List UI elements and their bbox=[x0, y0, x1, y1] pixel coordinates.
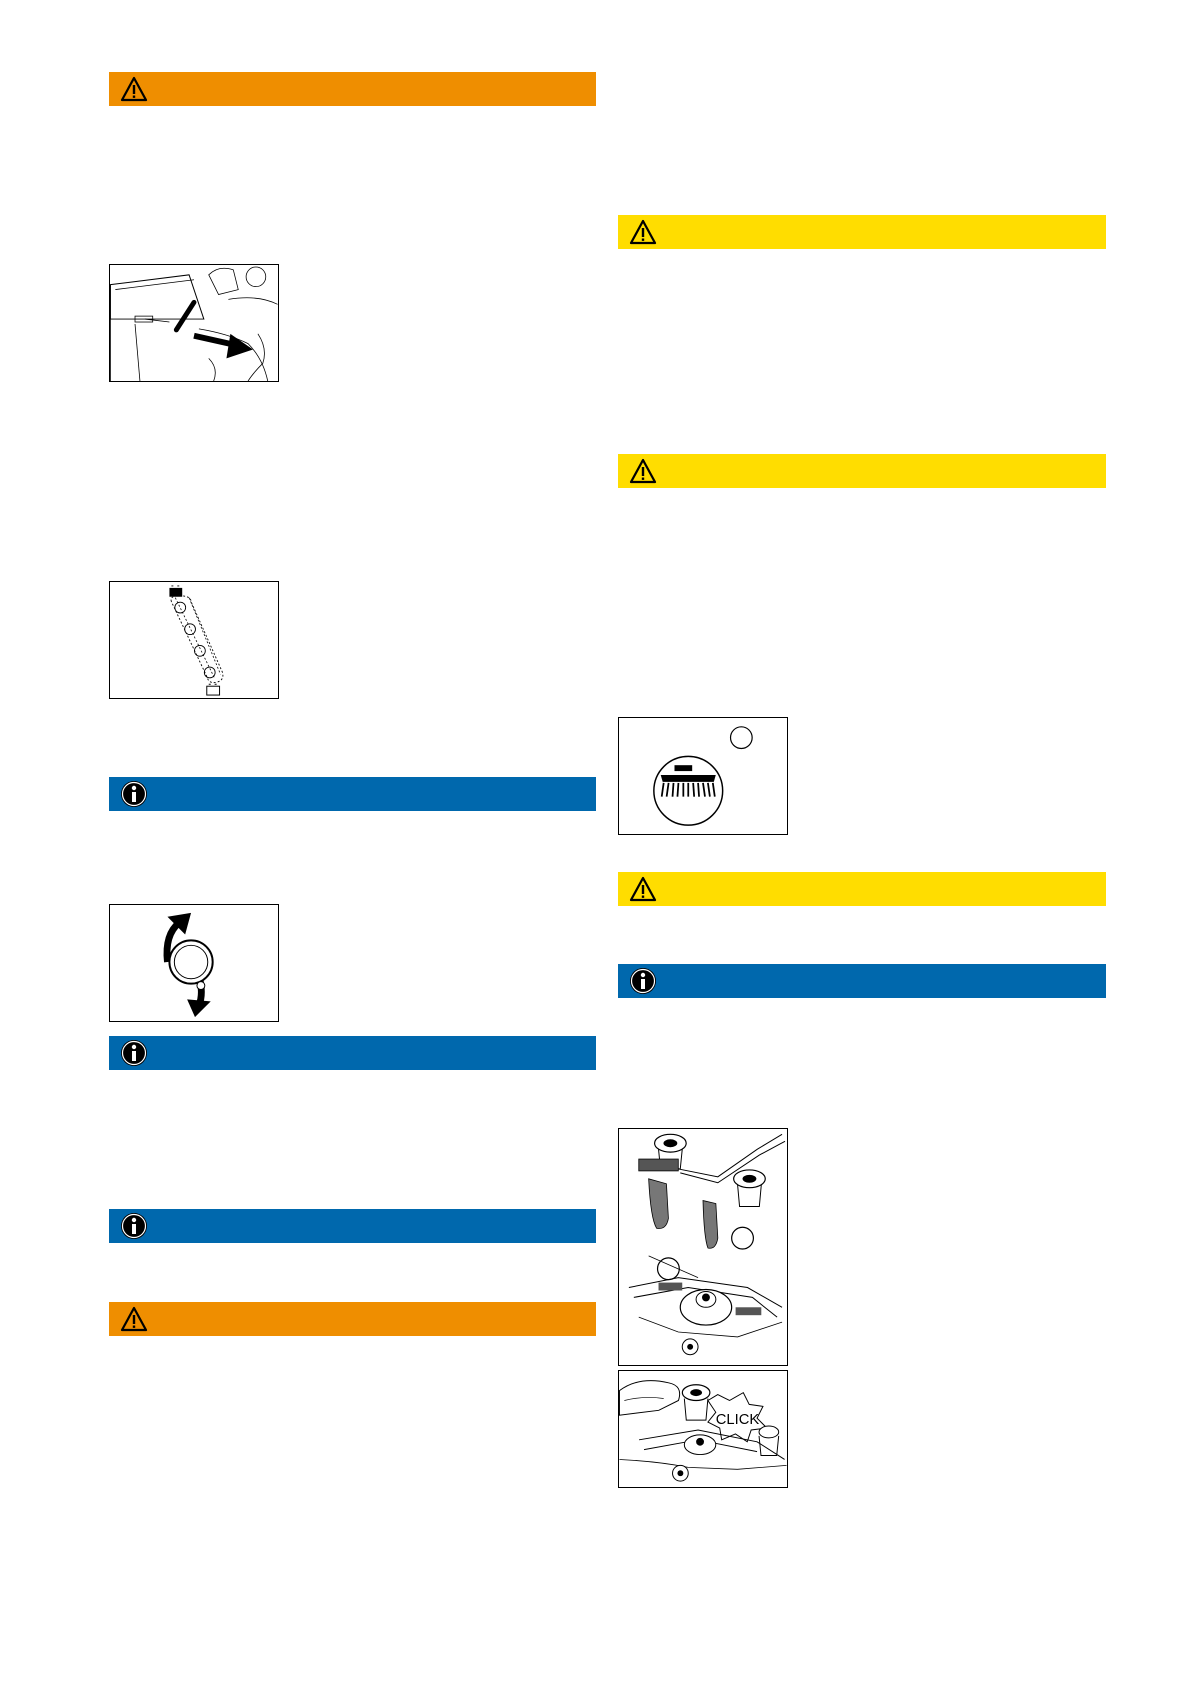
warning-triangle-icon bbox=[117, 72, 151, 106]
warning-bar-orange-1 bbox=[109, 72, 596, 106]
warning-triangle-icon bbox=[626, 454, 660, 488]
figure-battery-indicator bbox=[109, 581, 279, 699]
warning-triangle-icon bbox=[117, 1302, 151, 1336]
info-bar-3 bbox=[109, 1209, 596, 1243]
info-bar-1 bbox=[109, 777, 596, 811]
figure-click-installation bbox=[618, 1370, 788, 1488]
info-circle-icon bbox=[117, 777, 151, 811]
warning-triangle-icon bbox=[626, 215, 660, 249]
warning-triangle-icon bbox=[626, 872, 660, 906]
figure-brush-holder-assembly bbox=[618, 1128, 788, 1366]
figure-machine-lever bbox=[109, 264, 279, 382]
info-circle-icon bbox=[117, 1036, 151, 1070]
info-bar-4 bbox=[618, 964, 1106, 998]
caution-bar-yellow-2 bbox=[618, 454, 1106, 488]
info-bar-2 bbox=[109, 1036, 596, 1070]
caution-bar-yellow-3 bbox=[618, 872, 1106, 906]
figure-rotary-knob bbox=[109, 904, 279, 1022]
figure-brush-symbol bbox=[618, 717, 788, 835]
info-circle-icon bbox=[626, 964, 660, 998]
info-circle-icon bbox=[117, 1209, 151, 1243]
click-label: CLICK bbox=[715, 1412, 760, 1429]
caution-bar-yellow-1 bbox=[618, 215, 1106, 249]
warning-bar-orange-2 bbox=[109, 1302, 596, 1336]
